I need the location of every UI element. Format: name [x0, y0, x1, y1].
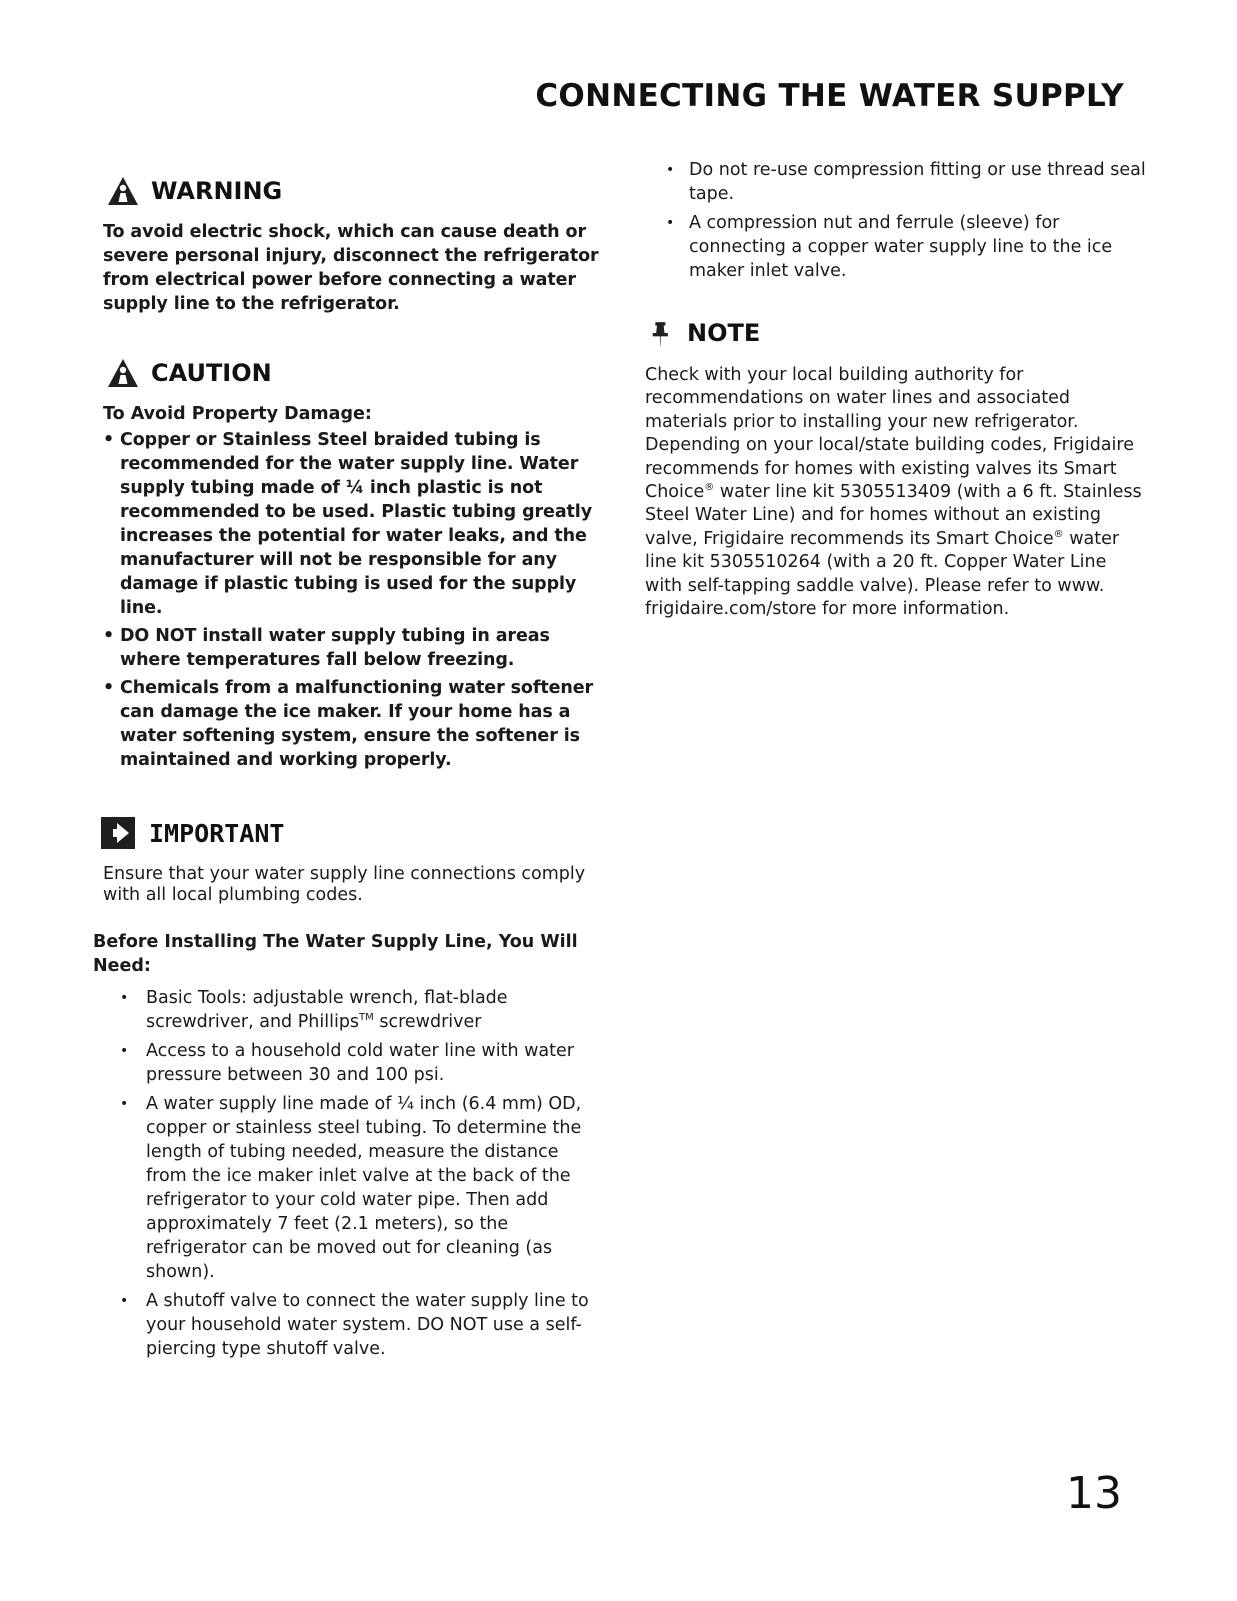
warning-triangle-icon: [105, 173, 141, 209]
caution-list: [103, 428, 603, 772]
list-item-text-tail: screwdriver: [373, 1012, 482, 1032]
note-text: [645, 364, 1145, 621]
list-item-text: A shutoff valve to connect the water supply line to your household water system. DO NOT use a self-piercing type shutoff valve.: [146, 1291, 589, 1359]
important-section: [95, 810, 595, 906]
important-heading-row: [95, 810, 595, 856]
needs-heading: Before Installing The Water Supply Line, You Will Need:: [93, 932, 578, 976]
important-heading: IMPORTANT: [149, 818, 285, 848]
note-text-part: water line kit 5305513409 (with a 6 ft. Stainless Steel Water Line) and for homes without an existing valve, Frigidaire recommends its Smart Choice: [645, 482, 1142, 549]
list-item: • Copper or Stainless Steel braided tubing is recommended for the water supply line. Water supply tubing made of ¼ inch plastic is not recommended to be used. Plastic tubing greatly increases the potential for water leaks, and the manufacturer will not be responsible for any damage if plastic tubing is used for the supply line.: [103, 428, 603, 620]
note-text-part: water line kit 5305510264 (with a 20 ft. Copper Water Line with self-tapping saddle valve). Please refer to www. frigidaire.com/store for more information.: [645, 528, 1120, 620]
caution-subheading: To Avoid Property Damage:: [103, 404, 372, 424]
trademark-mark: TM: [359, 1012, 374, 1023]
registered-mark: ®: [704, 482, 715, 494]
note-heading: NOTE: [687, 319, 761, 347]
registered-mark: ®: [1053, 528, 1064, 540]
warning-text: To avoid electric shock, which can cause death or severe personal injury, disconnect the refrigerator from electrical power before connecting a water supply line to the refrigerator.: [103, 222, 599, 314]
list-item-text: Access to a household cold water line with water pressure between 30 and 100 psi.: [146, 1041, 574, 1085]
page-title: CONNECTING THE WATER SUPPLY: [535, 78, 1124, 114]
supplies-list: [660, 158, 1160, 283]
note-heading-row: [647, 310, 1145, 356]
warning-section: [103, 168, 603, 316]
list-item: • DO NOT install water supply tubing in areas where temperatures fall below freezing.: [103, 624, 603, 672]
important-text: Ensure that your water supply line connections comply with all local plumbing codes.: [103, 864, 586, 905]
arrow-box-icon: [95, 815, 139, 851]
list-item: [93, 1289, 593, 1361]
list-item: • Do not re-use compression fitting or use thread seal tape.: [660, 158, 1160, 206]
warning-heading-row: [105, 168, 603, 214]
needs-section: [93, 930, 593, 1366]
pushpin-icon: [647, 315, 677, 351]
right-column-list: [660, 158, 1160, 288]
warning-heading: WARNING: [151, 177, 283, 205]
caution-heading: CAUTION: [151, 359, 272, 387]
list-item-text: A water supply line made of ¼ inch (6.4 mm) OD, copper or stainless steel tubing. To determine the length of tubing needed, measure the distance from the ice maker inlet valve at the back of the refrigerator to your cold water pipe. Then add approximately 7 feet (2.1 meters), so the refrigerator can be moved out for cleaning (as shown).: [146, 1094, 582, 1282]
list-item: • A compression nut and ferrule (sleeve) for connecting a copper water supply line to the ice maker inlet valve.: [660, 211, 1160, 283]
page-number: 13: [1066, 1468, 1122, 1519]
needs-list: [93, 986, 593, 1361]
note-section: [645, 310, 1145, 621]
list-item: [93, 986, 593, 1034]
list-item: [93, 1039, 593, 1087]
list-item: • Chemicals from a malfunctioning water softener can damage the ice maker. If your home has a water softening system, ensure the softener is maintained and working properly.: [103, 676, 603, 772]
warning-triangle-icon: [105, 355, 141, 391]
caution-heading-row: [105, 350, 603, 396]
list-item-text: Basic Tools: adjustable wrench, flat-blade screwdriver, and Phillips: [146, 988, 508, 1032]
note-text-part: Check with your local building authority for recommendations on water lines and associated materials prior to installing your new refrigerator. Depending on your local/state building codes, Frigidaire recommends for homes with existing valves its Smart Choice: [645, 365, 1134, 503]
caution-section: [103, 350, 603, 776]
list-item: [93, 1092, 593, 1284]
